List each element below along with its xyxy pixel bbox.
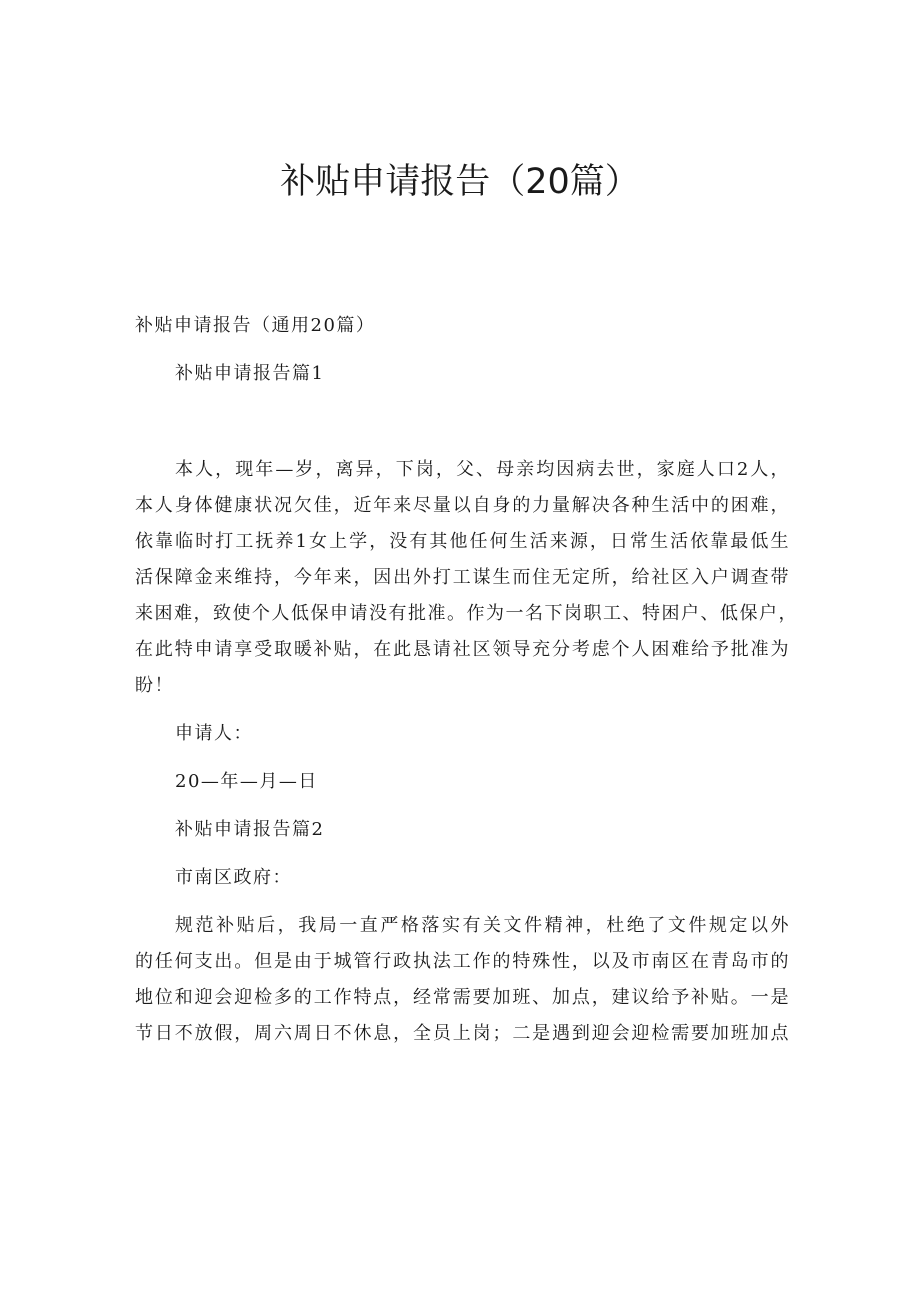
section1-paragraph — [135, 452, 798, 704]
paragraph-line: 依靠临时打工抚养1女上学，没有其他任何生活来源，日常生活依靠最低生 — [135, 531, 790, 552]
paragraph-line: 活保障金来维持，今年来，因出外打工谋生而住无定所，给社区入户调查带 — [135, 567, 790, 588]
section1-heading: 补贴申请报告篇1 — [175, 363, 325, 384]
paragraph-line: 在此特申请享受取暖补贴，在此恳请社区领导充分考虑个人困难给予批准为 — [135, 639, 790, 660]
document-subtitle: 补贴申请报告（通用20篇） — [135, 315, 376, 336]
paragraph-line: 盼！ — [135, 675, 174, 696]
paragraph-line: 地位和迎会迎检多的工作特点，经常需要加班、加点，建议给予补贴。一是 — [135, 987, 790, 1008]
document-title: 补贴申请报告（20篇） — [280, 162, 640, 202]
applicant-label: 申请人： — [175, 723, 253, 744]
salutation: 市南区政府： — [175, 867, 292, 888]
paragraph-line: 规范补贴后，我局一直严格落实有关文件精神，杜绝了文件规定以外 — [175, 915, 790, 936]
paragraph-line: 节日不放假，周六周日不休息，全员上岗；二是遇到迎会迎检需要加班加点 — [135, 1023, 790, 1044]
section2-heading: 补贴申请报告篇2 — [175, 819, 325, 840]
date-line: 20—年—月—日 — [175, 771, 318, 792]
paragraph-line: 本人身体健康状况欠佳，近年来尽量以自身的力量解决各种生活中的困难， — [135, 495, 790, 516]
paragraph-line: 的任何支出。但是由于城管行政执法工作的特殊性，以及市南区在青岛市的 — [135, 951, 790, 972]
paragraph-line: 本人，现年—岁，离异，下岗，父、母亲均因病去世，家庭人口2人， — [175, 459, 790, 480]
paragraph-line: 来困难，致使个人低保申请没有批准。作为一名下岗职工、特困户、低保户， — [135, 603, 798, 624]
section2-paragraph — [135, 908, 790, 1052]
document-body — [135, 308, 798, 1052]
